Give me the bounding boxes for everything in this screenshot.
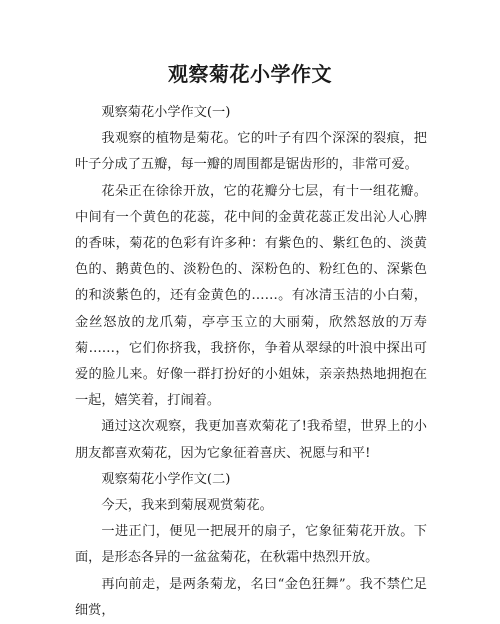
section-heading-2: 观察菊花小学作文(二): [101, 471, 231, 487]
paragraph: 我观察的植物是菊花。它的叶子有四个深深的裂痕，把叶子分成了五瓣，每一瓣的周围都是锯齿形的，非常可爱。: [75, 131, 427, 173]
article-body: [75, 100, 427, 624]
paragraph: 花朵正在徐徐开放，它的花瓣分七层，有十一组花瓣。中间有一个黄色的花蕊，花中间的金黄花蕊正发出沁人心脾的香味，菊花的色彩有许多种：有紫色的、紫红色的、淡黄色的、鹅黄色的、淡粉色的、深粉色的、粉红色的、深紫色的和淡紫色的，还有金黄色的……。有冰清玉洁的小白菊，金丝怒放的龙爪菊，亭亭玉立的大丽菊，欣然怒放的万寿菊……，它们你挤我，我挤你，争着从翠绿的叶浪中探出可爱的脸儿来。好像一群打扮好的小姐妹，亲亲热热地拥抱在一起，嬉笑着，打闹着。: [75, 183, 427, 409]
paragraph: 一进正门，便见一把展开的扇子，它象征菊花开放。下面，是形态各异的一盆盆菊花，在秋霜中热烈开放。: [75, 524, 427, 566]
paragraph: 通过这次观察，我更加喜欢菊花了!我希望，世界上的小朋友都喜欢菊花，因为它象征着喜庆、祝愿与和平!: [75, 419, 427, 461]
paragraph: 再向前走，是两条菊龙，名曰“金色狂舞”。我不禁伫足细赏，: [75, 576, 427, 618]
page-title: 观察菊花小学作文: [168, 62, 332, 86]
section-heading-1: 观察菊花小学作文(一): [101, 105, 231, 120]
paragraph: 今天，我来到菊展观赏菊花。: [101, 498, 273, 514]
